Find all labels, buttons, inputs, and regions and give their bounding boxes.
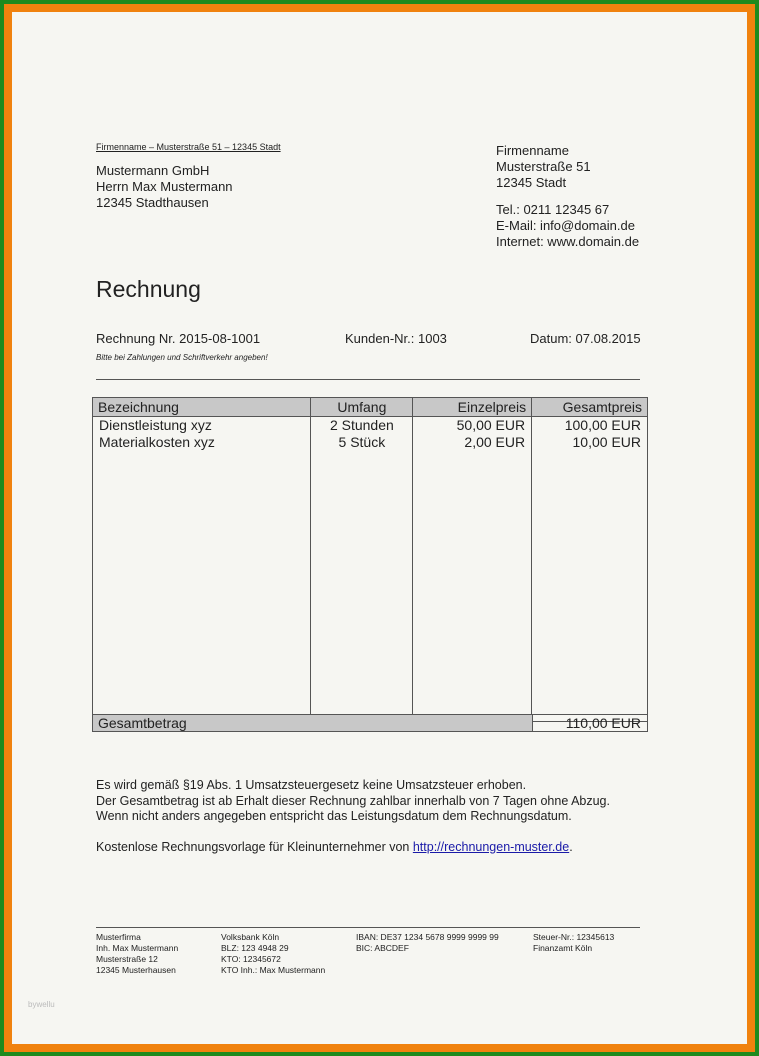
footer-line: 12345 Musterhausen	[96, 965, 176, 975]
item-total-price: 10,00 EUR	[532, 434, 648, 451]
footer-bank	[221, 932, 325, 976]
total-amount: 110,00 EUR	[565, 715, 641, 731]
table-row	[93, 434, 648, 451]
table-empty-space	[93, 451, 648, 722]
footer-iban	[356, 932, 499, 954]
contact-email: E-Mail: info@domain.de	[496, 218, 635, 233]
footer-line: KTO: 12345672	[221, 954, 281, 964]
footer-line: Steuer-Nr.: 12345613	[533, 932, 615, 942]
recipient-line: 12345 Stadthausen	[96, 195, 209, 210]
legal-line: Wenn nicht anders angegeben entspricht das Leistungsdatum dem Rechnungsdatum.	[96, 809, 572, 823]
footer-line: Finanzamt Köln	[533, 943, 593, 953]
column-header: Einzelpreis	[413, 398, 532, 417]
footer-line: Inh. Max Mustermann	[96, 943, 179, 953]
footer-company	[96, 932, 178, 976]
template-link[interactable]: http://rechnungen-muster.de	[412, 840, 570, 854]
sender-return-line: Firmenname – Musterstraße 51 – 12345 Stadt	[96, 142, 281, 152]
footer-line: Musterfirma	[96, 932, 141, 942]
recipient-address	[96, 163, 233, 211]
template-credit	[96, 840, 573, 854]
column-header: Umfang	[311, 398, 413, 417]
item-description: Materialkosten xyz	[93, 434, 311, 451]
reference-note: Bitte bei Zahlungen und Schriftverkehr angeben!	[96, 353, 268, 362]
footer-line: IBAN: DE37 1234 5678 9999 9999 99	[356, 932, 499, 942]
footer-divider	[96, 927, 640, 928]
item-quantity: 2 Stunden	[311, 417, 413, 435]
document-title: Rechnung	[96, 276, 201, 302]
item-unit-price: 50,00 EUR	[413, 417, 532, 435]
footer-line: KTO Inh.: Max Mustermann	[221, 965, 326, 975]
template-credit-suffix: .	[569, 840, 573, 854]
contact-website: Internet: www.domain.de	[496, 234, 640, 249]
company-address	[496, 143, 591, 191]
company-line: Musterstraße 51	[496, 159, 591, 174]
item-description: Dienstleistung xyz	[93, 417, 311, 435]
recipient-line: Herrn Max Mustermann	[96, 179, 233, 194]
footer-line: Musterstraße 12	[96, 954, 158, 964]
customer-number: Kunden-Nr.: 1003	[345, 331, 447, 346]
footer-line: BLZ: 123 4948 29	[221, 943, 289, 953]
table-header-row	[93, 398, 648, 417]
template-credit-text: Kostenlose Rechnungsvorlage für Kleinunternehmer von	[96, 840, 413, 854]
item-unit-price: 2,00 EUR	[413, 434, 532, 451]
legal-line: Der Gesamtbetrag ist ab Erhalt dieser Rechnung zahlbar innerhalb von 7 Tagen ohne Abzug.	[96, 793, 610, 808]
legal-line: Es wird gemäß §19 Abs. 1 Umsatzsteuergesetz keine Umsatzsteuer erhoben.	[96, 778, 527, 792]
legal-notes	[96, 778, 610, 825]
column-header: Bezeichnung	[93, 398, 311, 417]
contact-phone: Tel.: 0211 12345 67	[496, 202, 610, 217]
item-total-price: 100,00 EUR	[532, 417, 648, 435]
table-row	[93, 417, 648, 435]
invoice-number: Rechnung Nr. 2015-08-1001	[96, 331, 261, 346]
footer-tax	[533, 932, 614, 954]
company-line: Firmenname	[496, 143, 569, 158]
total-row	[92, 714, 648, 732]
footer-line: BIC: ABCDEF	[356, 943, 409, 953]
total-label: Gesamtbetrag	[93, 715, 533, 731]
recipient-line: Mustermann GmbH	[96, 163, 210, 178]
company-line: 12345 Stadt	[496, 175, 567, 190]
item-quantity: 5 Stück	[311, 434, 413, 451]
items-table	[92, 397, 648, 722]
footer-line: Volksbank Köln	[221, 932, 280, 942]
divider-line	[96, 379, 640, 380]
company-contact	[496, 202, 639, 250]
column-header: Gesamtpreis	[532, 398, 648, 417]
invoice-date: Datum: 07.08.2015	[530, 331, 641, 346]
watermark: bywellu	[28, 1000, 55, 1009]
